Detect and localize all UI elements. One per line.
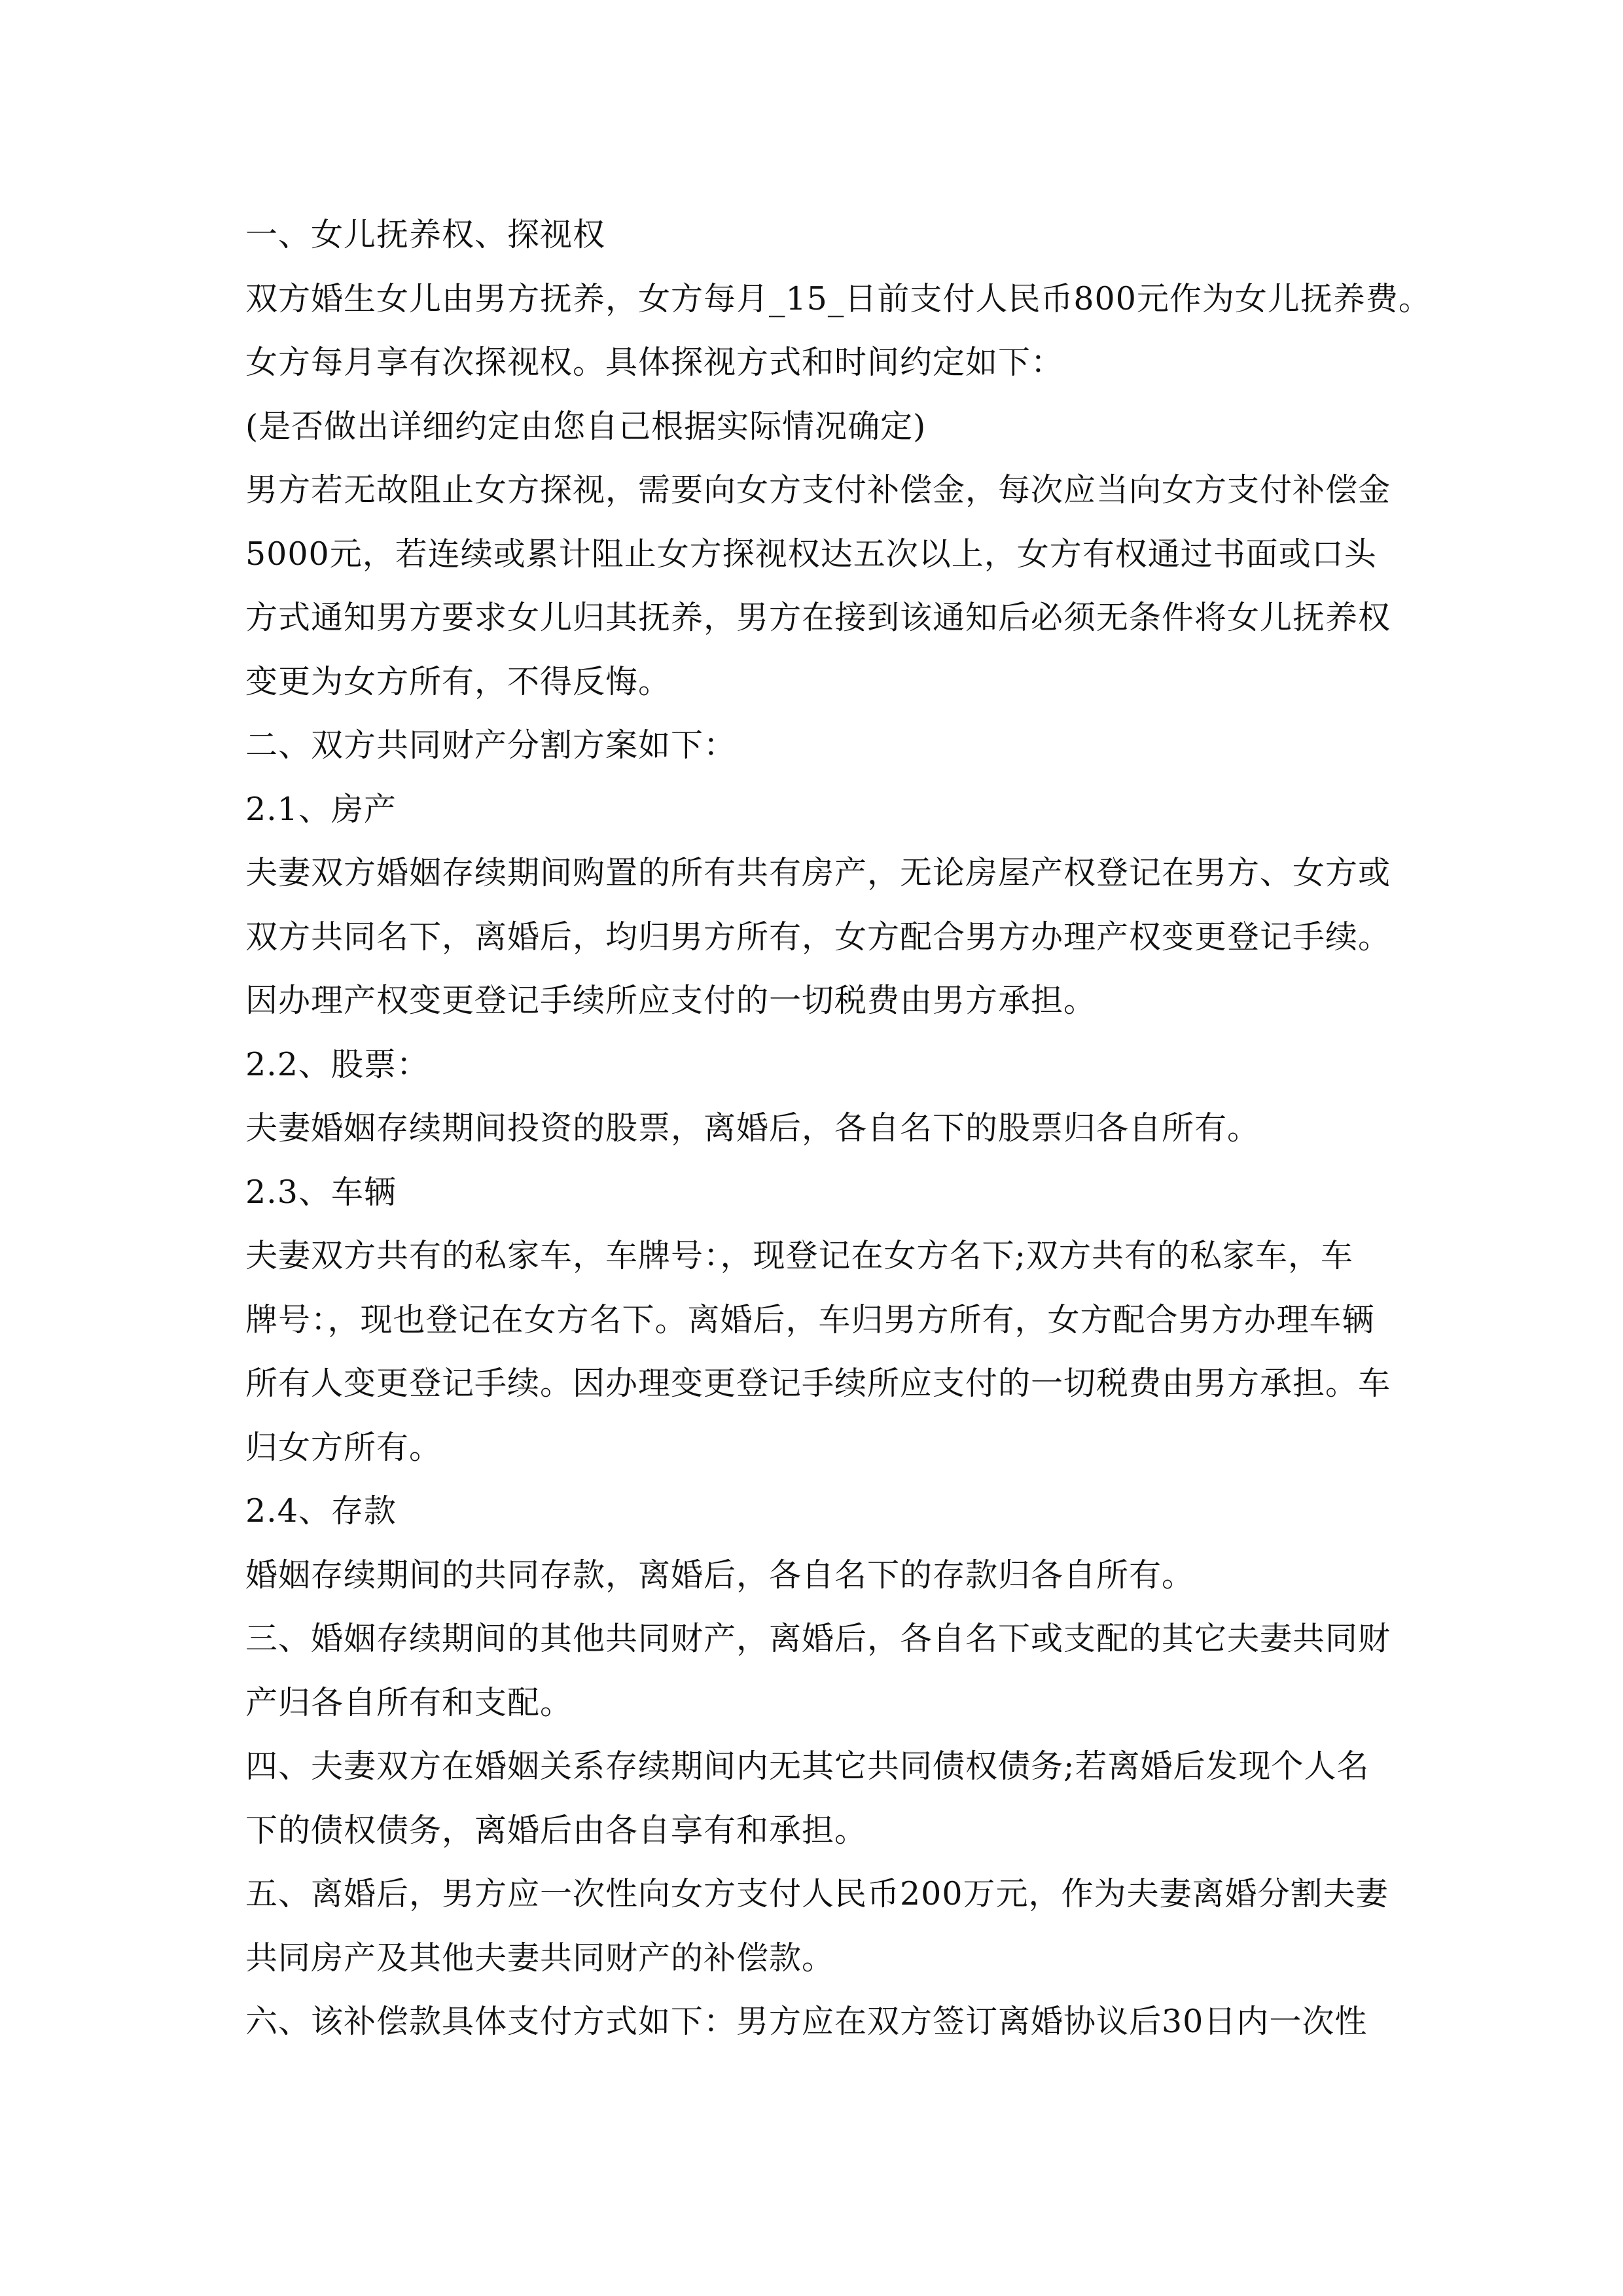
section-heading-other-property: 三、婚姻存续期间的其他共同财产，离婚后，各自名下或支配的其它夫妻共同财: [245, 1620, 1391, 1657]
paragraph-line: 因办理产权变更登记手续所应支付的一切税费由男方承担。: [245, 982, 1097, 1019]
paragraph-line: 牌号：，现也登记在女方名下。离婚后，车归男方所有，女方配合男方办理车辆: [245, 1300, 1375, 1338]
paragraph-line: 双方共同名下，离婚后，均归男方所有，女方配合男方办理产权变更登记手续。: [245, 918, 1391, 956]
paragraph-line: 变更为女方所有，不得反悔。: [245, 662, 671, 700]
paragraph-line: 夫妻双方共有的私家车，车牌号：，现登记在女方名下;双方共有的私家车，车: [245, 1237, 1354, 1274]
paragraph-line: (是否做出详细约定由您自己根据实际情况确定): [245, 407, 927, 445]
paragraph-line: 夫妻双方婚姻存续期间购置的所有共有房产，无论房屋产权登记在男方、女方或: [245, 854, 1391, 891]
section-heading-compensation: 五、离婚后，男方应一次性向女方支付人民币200万元，作为夫妻离婚分割夫妻: [245, 1875, 1389, 1912]
paragraph-line: 男方若无故阻止女方探视，需要向女方支付补偿金，每次应当向女方支付补偿金: [245, 471, 1391, 509]
paragraph-line: 夫妻婚姻存续期间投资的股票，离婚后，各自名下的股票归各自所有。: [245, 1109, 1260, 1147]
document-body: [245, 203, 1431, 2054]
paragraph-line: 方式通知男方要求女儿归其抚养，男方在接到该通知后必须无条件将女儿抚养权: [245, 599, 1391, 636]
paragraph-line: 女方每月享有次探视权。具体探视方式和时间约定如下：: [245, 344, 1064, 381]
paragraph-line: 双方婚生女儿由男方抚养，女方每月_15_日前支付人民币800元作为女儿抚养费。: [245, 279, 1431, 317]
subsection-heading-vehicles: 2.3、车辆: [245, 1173, 397, 1211]
section-heading-property: 二、双方共同财产分割方案如下：: [245, 726, 737, 764]
paragraph-line: 婚姻存续期间的共同存款，离婚后，各自名下的存款归各自所有。: [245, 1556, 1195, 1594]
paragraph-line: 归女方所有。: [245, 1428, 442, 1466]
paragraph-line: 下的债权债务，离婚后由各自享有和承担。: [245, 1811, 868, 1849]
subsection-heading-house: 2.1、房产: [245, 790, 397, 828]
paragraph-line: 所有人变更登记手续。因办理变更登记手续所应支付的一切税费由男方承担。车: [245, 1365, 1391, 1402]
section-heading-debts: 四、夫妻双方在婚姻关系存续期间内无其它共同债权债务;若离婚后发现个人名: [245, 1748, 1370, 1785]
paragraph-line: 5000元，若连续或累计阻止女方探视权达五次以上，女方有权通过书面或口头: [245, 535, 1377, 573]
subsection-heading-stocks: 2.2、股票：: [245, 1045, 429, 1083]
section-heading-custody: 一、女儿抚养权、探视权: [245, 216, 606, 253]
subsection-heading-deposits: 2.4、存款: [245, 1492, 397, 1530]
paragraph-line: 产归各自所有和支配。: [245, 1683, 573, 1721]
section-heading-payment-method: 六、该补偿款具体支付方式如下：男方应在双方签订离婚协议后30日内一次性: [245, 2003, 1368, 2040]
paragraph-line: 共同房产及其他夫妻共同财产的补偿款。: [245, 1939, 835, 1977]
